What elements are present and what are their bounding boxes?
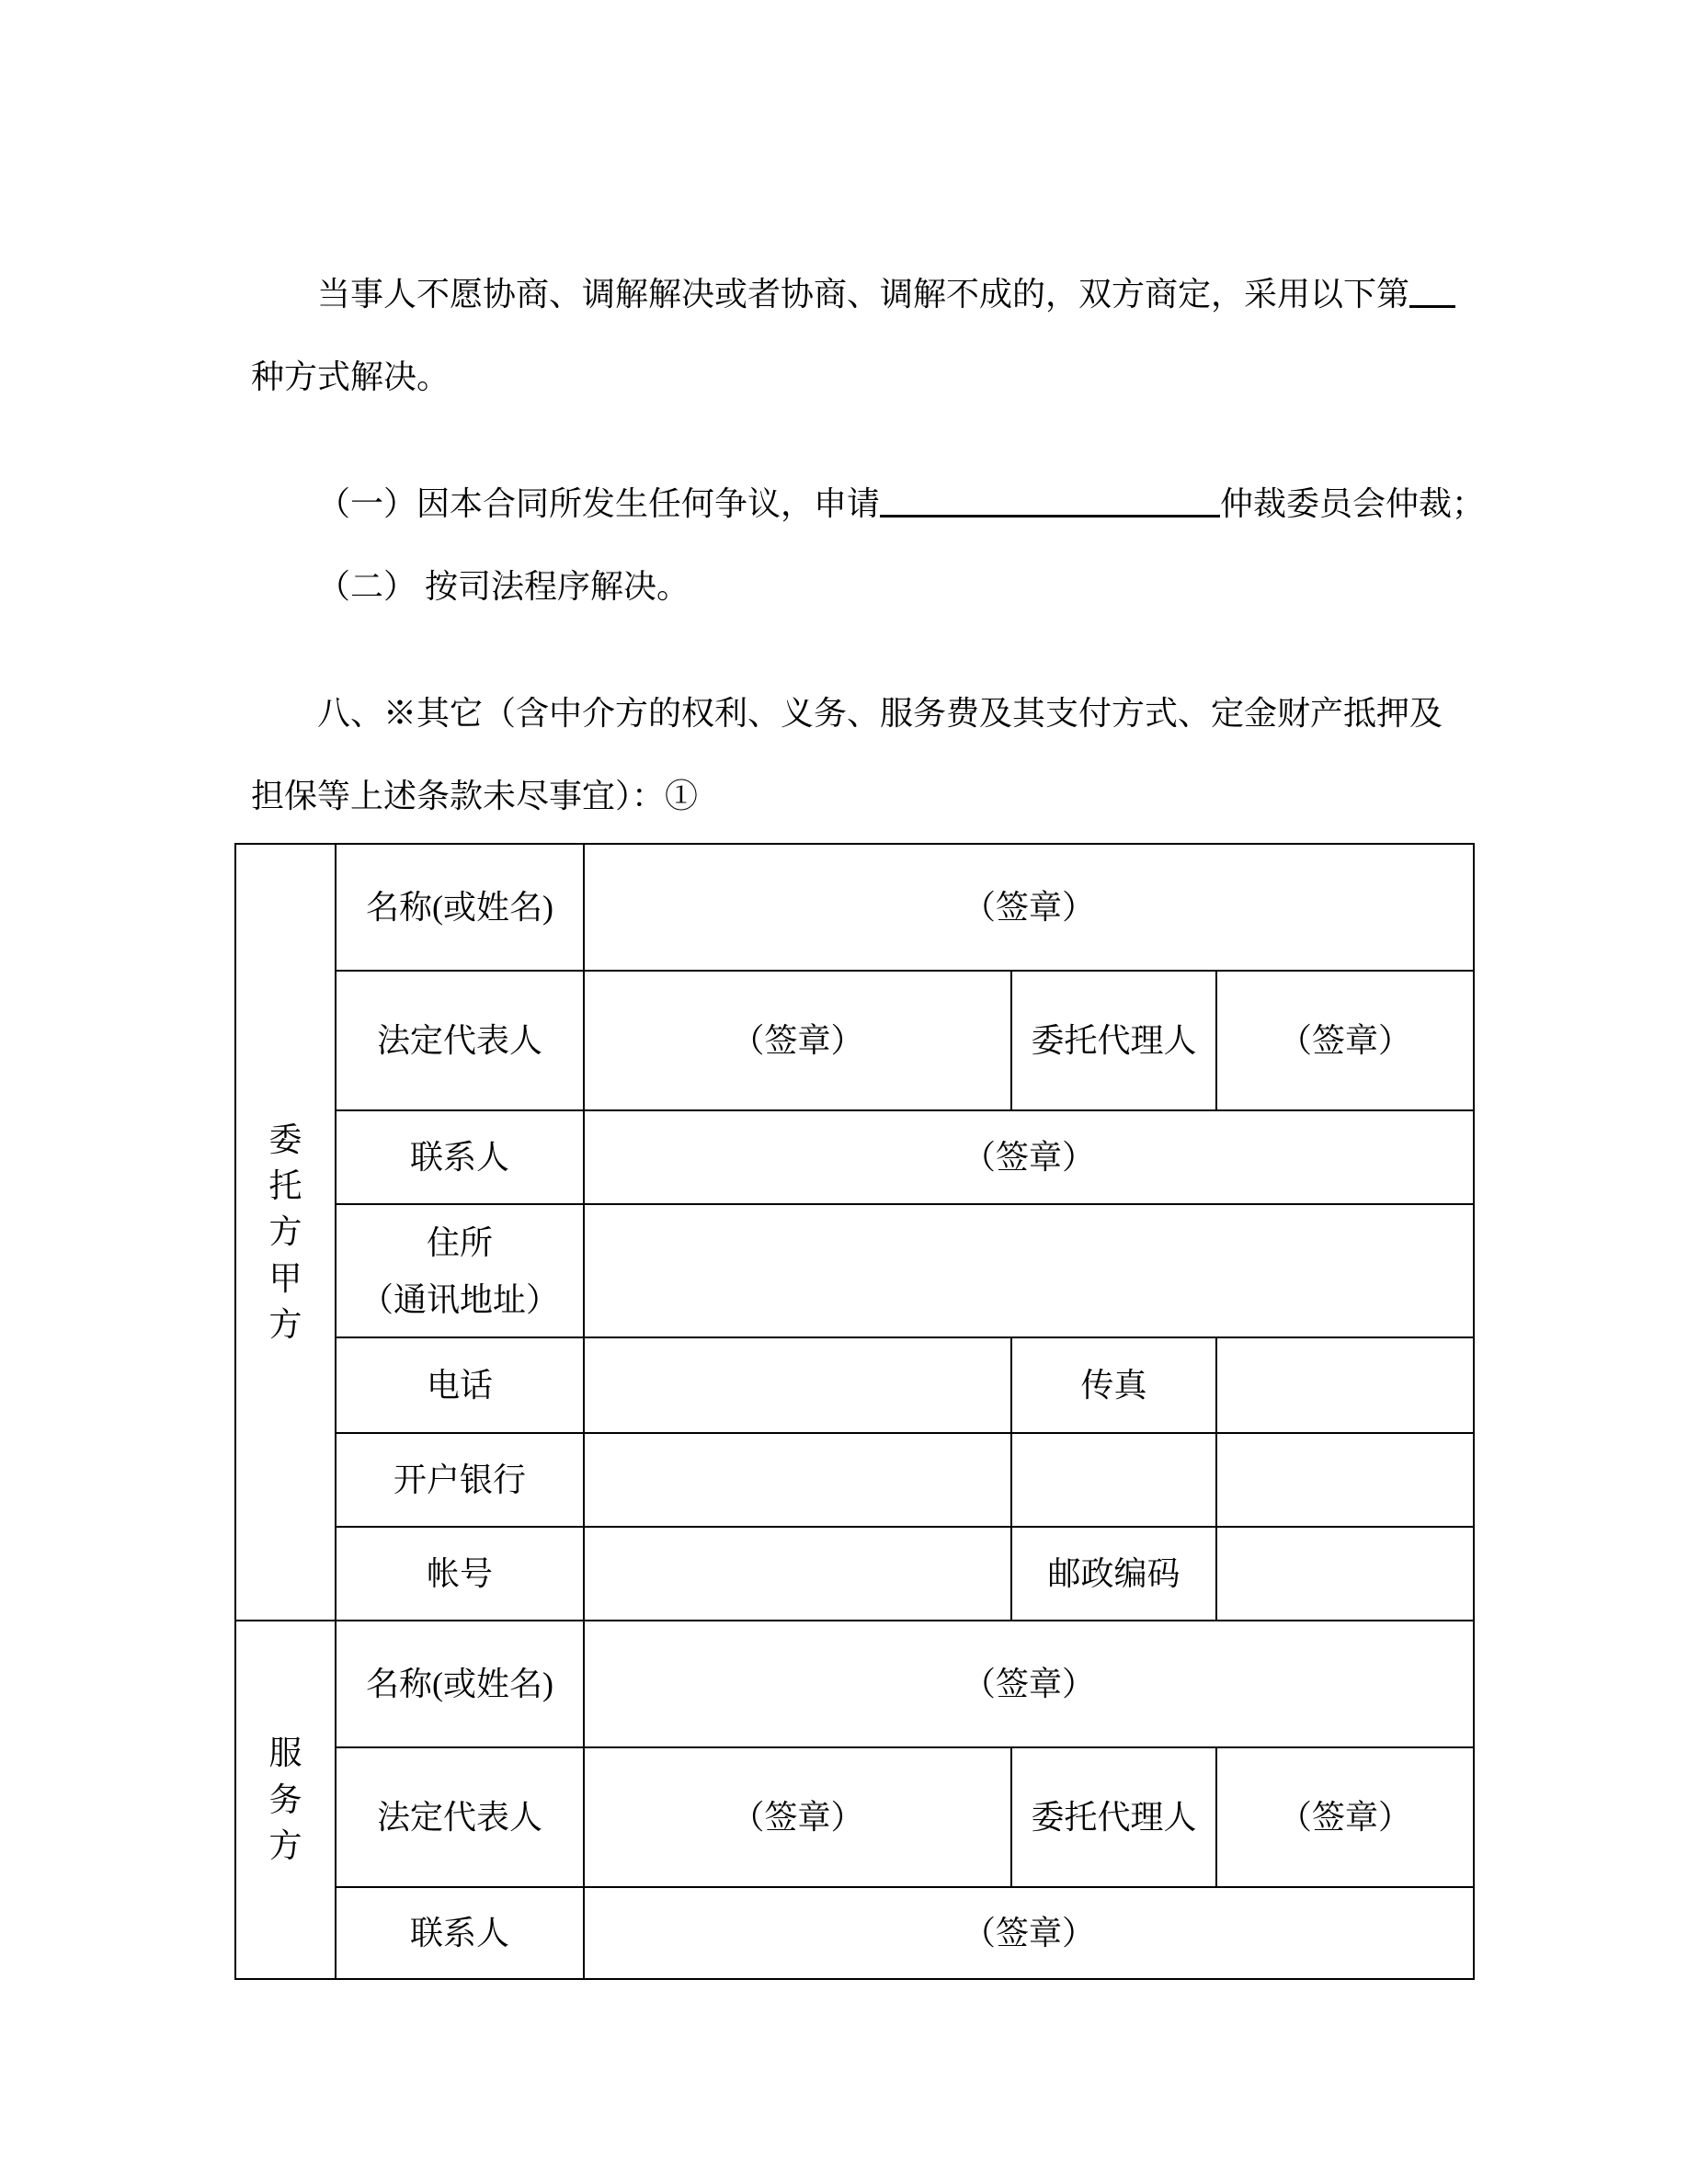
row-a-name	[235, 844, 1474, 971]
paragraph-dispute-line2: 种方式解决。	[251, 358, 451, 395]
party-a-char: 方	[268, 1213, 302, 1251]
label-b-contact: 联系人	[336, 1887, 584, 1979]
party-b-char: 务	[268, 1780, 302, 1818]
party-b-char: 方	[268, 1827, 302, 1865]
blank-arbitration-committee	[880, 483, 1220, 518]
cell-a-name-value	[584, 844, 1474, 971]
label-a-bank: 开户银行	[336, 1433, 584, 1527]
clause-arbitration-text-after: 仲裁委员会仲裁；	[1220, 485, 1486, 522]
seal-label: （签章）	[731, 1021, 864, 1059]
row-a-legal-rep	[235, 971, 1474, 1110]
cell-a-fax-value	[1216, 1337, 1474, 1433]
party-a-char: 甲	[268, 1259, 302, 1297]
cell-a-bank-extra2	[1216, 1433, 1474, 1527]
party-a-char: 托	[268, 1166, 302, 1204]
clause-judicial	[234, 545, 1477, 628]
clause-arbitration-text-before: （一）因本合同所发生任何争议，申请	[317, 485, 881, 522]
cell-a-phone-value	[584, 1337, 1011, 1433]
clause-other-line1: 八、※其它（含中介方的权利、义务、服务费及其支付方式、定金财产抵押及	[317, 695, 1443, 732]
seal-label: （签章）	[962, 888, 1095, 926]
label-a-account: 帐号	[336, 1527, 584, 1621]
party-a-char: 方	[268, 1306, 302, 1344]
seal-label: （签章）	[962, 1138, 1095, 1176]
clause-other	[234, 672, 1477, 837]
cell-a-postcode-value	[1216, 1527, 1474, 1621]
row-a-account	[235, 1527, 1474, 1621]
party-a-vertical-label	[236, 1117, 335, 1348]
party-a-group-cell	[235, 844, 336, 1621]
seal-label: （签章）	[731, 1798, 864, 1836]
row-b-contact	[235, 1887, 1474, 1979]
signature-table	[234, 843, 1475, 1980]
party-b-char: 服	[268, 1735, 302, 1772]
cell-a-account-value	[584, 1527, 1011, 1621]
label-b-legal-rep: 法定代表人	[336, 1747, 584, 1887]
blank-method-number	[1409, 274, 1455, 308]
cell-b-legal-rep-seal	[584, 1747, 1011, 1887]
label-a-legal-rep: 法定代表人	[336, 971, 584, 1110]
cell-b-name-value	[584, 1621, 1474, 1747]
label-b-agent: 委托代理人	[1011, 1747, 1216, 1887]
row-b-legal-rep	[235, 1747, 1474, 1887]
row-a-address	[235, 1204, 1474, 1337]
label-a-name: 名称(或姓名)	[336, 844, 584, 971]
clause-other-line2: 担保等上述条款未尽事宜）：①	[251, 778, 699, 814]
clause-judicial-line: （二） 按司法程序解决。	[317, 568, 690, 605]
cell-a-bank-extra	[1011, 1433, 1216, 1527]
seal-label: （签章）	[962, 1914, 1095, 1951]
seal-label: （签章）	[1278, 1798, 1411, 1836]
row-a-contact	[235, 1110, 1474, 1204]
label-a-postcode: 邮政编码	[1011, 1527, 1216, 1621]
cell-b-contact-value	[584, 1887, 1474, 1979]
clause-arbitration	[234, 462, 1486, 545]
label-a-address	[336, 1204, 584, 1337]
cell-a-legal-rep-seal	[584, 971, 1011, 1110]
cell-a-bank-value	[584, 1433, 1011, 1527]
cell-a-agent-seal	[1216, 971, 1474, 1110]
cell-b-agent-seal	[1216, 1747, 1474, 1887]
row-a-phone	[235, 1337, 1474, 1433]
party-b-vertical-label	[236, 1730, 335, 1869]
party-b-group-cell	[235, 1621, 336, 1979]
label-a-agent: 委托代理人	[1011, 971, 1216, 1110]
label-a-contact: 联系人	[336, 1110, 584, 1204]
paragraph-dispute-line1	[251, 253, 1477, 336]
seal-label: （签章）	[962, 1665, 1095, 1702]
row-b-name	[235, 1621, 1474, 1747]
label-a-fax: 传真	[1011, 1337, 1216, 1433]
party-a-char: 委	[268, 1120, 302, 1158]
cell-a-contact-value	[584, 1110, 1474, 1204]
seal-label: （签章）	[1278, 1021, 1411, 1059]
cell-a-address-value	[584, 1204, 1474, 1337]
row-a-bank	[235, 1433, 1474, 1527]
label-a-address-line1: 住所	[426, 1223, 493, 1261]
paragraph-dispute-text1: 当事人不愿协商、调解解决或者协商、调解不成的，双方商定，采用以下第	[317, 276, 1410, 313]
clause-arbitration-line	[251, 462, 1486, 545]
paragraph-dispute	[234, 253, 1477, 418]
label-a-address-line2: （通讯地址）	[359, 1280, 559, 1318]
label-b-name: 名称(或姓名)	[336, 1621, 584, 1747]
label-a-phone: 电话	[336, 1337, 584, 1433]
